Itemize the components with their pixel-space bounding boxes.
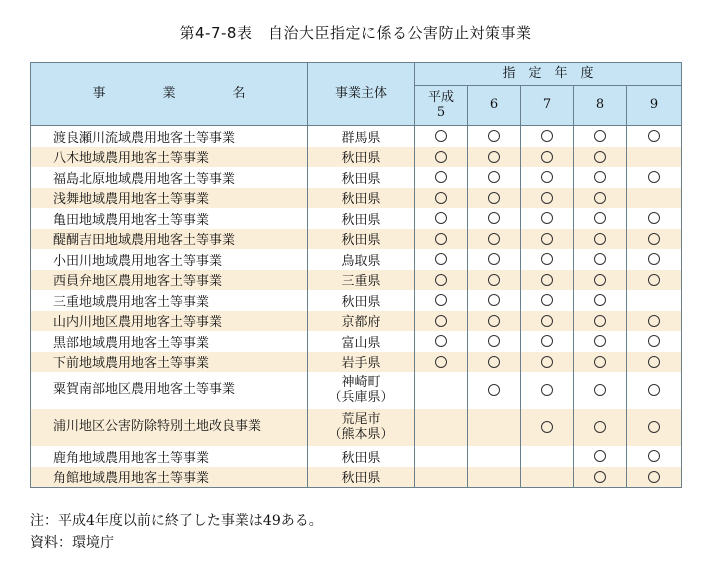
year-cell (521, 311, 574, 332)
designated-circle-icon (594, 384, 606, 396)
entity-cell: 群馬県 (308, 126, 415, 147)
designated-circle-icon (648, 253, 660, 265)
entity-cell: 三重県 (308, 270, 415, 291)
table-row (31, 331, 682, 352)
designated-circle-icon (435, 335, 447, 347)
project-name-cell: 浅舞地域農用地客土等事業 (31, 188, 308, 209)
table-row (31, 446, 682, 467)
header-year: 平成 5 (415, 86, 468, 126)
project-name-cell: 小田川地域農用地客土等事業 (31, 249, 308, 270)
table-title: 第4-7-8表 自治大臣指定に係る公害防止対策事業 (179, 24, 532, 42)
designated-circle-icon (541, 274, 553, 286)
entity-cell: 秋田県 (308, 167, 415, 188)
header-entity: 事業主体 (308, 63, 415, 126)
year-cell (468, 249, 521, 270)
year-cell (521, 331, 574, 352)
year-cell (415, 290, 468, 311)
designated-circle-icon (594, 315, 606, 327)
year-cell (415, 188, 468, 209)
year-cell (521, 270, 574, 291)
header-year: 8 (574, 86, 627, 126)
table-row (31, 290, 682, 311)
year-cell (415, 446, 468, 467)
designated-circle-icon (648, 471, 660, 483)
entity-cell: 秋田県 (308, 147, 415, 168)
year-cell (521, 229, 574, 250)
year-cell (574, 188, 627, 209)
year-cell (521, 167, 574, 188)
year-cell (574, 167, 627, 188)
year-cell (574, 331, 627, 352)
table-row (31, 147, 682, 168)
designated-circle-icon (435, 233, 447, 245)
designated-circle-icon (488, 253, 500, 265)
designated-circle-icon (648, 315, 660, 327)
designated-circle-icon (488, 233, 500, 245)
table-row (31, 188, 682, 209)
year-cell (627, 147, 682, 168)
entity-cell: 秋田県 (308, 188, 415, 209)
entity-cell: 秋田県 (308, 229, 415, 250)
header-year: 7 (521, 86, 574, 126)
year-cell (574, 126, 627, 147)
table-row (31, 229, 682, 250)
designated-circle-icon (648, 130, 660, 142)
source-text: 資料：環境庁 (30, 535, 114, 551)
designated-circle-icon (594, 450, 606, 462)
note-text: 注：平成4年度以前に終了した事業は49ある。 (30, 513, 323, 529)
designated-circle-icon (541, 130, 553, 142)
project-name-cell: 福島北原地域農用地客土等事業 (31, 167, 308, 188)
designated-circle-icon (488, 335, 500, 347)
year-cell (415, 372, 468, 409)
project-name-cell: 浦川地区公害防除特別土地改良事業 (31, 409, 308, 446)
project-name-cell: 山内川地区農用地客土等事業 (31, 311, 308, 332)
designated-circle-icon (541, 421, 553, 433)
designated-circle-icon (594, 151, 606, 163)
year-cell (574, 290, 627, 311)
designated-circle-icon (435, 315, 447, 327)
table-row (31, 467, 682, 488)
designated-circle-icon (541, 253, 553, 265)
year-cell (468, 331, 521, 352)
year-cell (468, 409, 521, 446)
designated-circle-icon (541, 233, 553, 245)
header-designation-year: 指 定 年 度 (415, 63, 682, 86)
entity-cell: 岩手県 (308, 352, 415, 373)
year-cell (415, 467, 468, 488)
year-cell (627, 446, 682, 467)
year-cell (574, 229, 627, 250)
table-row (31, 126, 682, 147)
designated-circle-icon (435, 294, 447, 306)
designated-circle-icon (594, 253, 606, 265)
project-name-cell: 鹿角地域農用地客土等事業 (31, 446, 308, 467)
designated-circle-icon (541, 384, 553, 396)
entity-cell: 京都府 (308, 311, 415, 332)
year-cell (521, 446, 574, 467)
designated-circle-icon (488, 171, 500, 183)
table-row (31, 311, 682, 332)
notes (30, 510, 323, 554)
project-name-cell: 醍醐吉田地域農用地客土等事業 (31, 229, 308, 250)
project-name-cell: 八木地域農用地客土等事業 (31, 147, 308, 168)
designated-circle-icon (435, 192, 447, 204)
table-row (31, 372, 682, 409)
designated-circle-icon (648, 450, 660, 462)
year-cell (468, 229, 521, 250)
designated-circle-icon (648, 384, 660, 396)
year-cell (415, 409, 468, 446)
project-name-cell: 渡良瀬川流域農用地客土等事業 (31, 126, 308, 147)
entity-cell: 秋田県 (308, 290, 415, 311)
entity-cell: 富山県 (308, 331, 415, 352)
year-cell (574, 249, 627, 270)
header-project-name: 事 業 名 (31, 63, 308, 126)
year-cell (415, 352, 468, 373)
designated-circle-icon (435, 130, 447, 142)
table-row (31, 270, 682, 291)
project-name-cell: 黒部地域農用地客土等事業 (31, 331, 308, 352)
year-cell (574, 311, 627, 332)
designated-circle-icon (648, 212, 660, 224)
year-cell (521, 147, 574, 168)
designated-circle-icon (594, 233, 606, 245)
designated-circle-icon (594, 335, 606, 347)
designated-circle-icon (488, 212, 500, 224)
designated-circle-icon (648, 171, 660, 183)
year-cell (574, 270, 627, 291)
year-cell (627, 229, 682, 250)
designated-circle-icon (648, 274, 660, 286)
year-cell (627, 208, 682, 229)
year-cell (574, 467, 627, 488)
designated-circle-icon (541, 356, 553, 368)
year-cell (574, 208, 627, 229)
year-cell (627, 126, 682, 147)
year-cell (574, 409, 627, 446)
designated-circle-icon (488, 130, 500, 142)
year-cell (627, 249, 682, 270)
designated-circle-icon (541, 294, 553, 306)
year-cell (468, 167, 521, 188)
designated-circle-icon (594, 130, 606, 142)
year-cell (574, 147, 627, 168)
designated-circle-icon (594, 192, 606, 204)
entity-cell: 秋田県 (308, 446, 415, 467)
year-cell (627, 372, 682, 409)
year-cell (468, 147, 521, 168)
year-cell (468, 372, 521, 409)
year-cell (468, 290, 521, 311)
year-cell (574, 372, 627, 409)
year-cell (627, 467, 682, 488)
year-cell (627, 409, 682, 446)
entity-cell: 秋田県 (308, 467, 415, 488)
year-cell (521, 409, 574, 446)
year-cell (521, 188, 574, 209)
year-cell (415, 249, 468, 270)
year-cell (521, 467, 574, 488)
designated-circle-icon (594, 212, 606, 224)
table-row (31, 208, 682, 229)
year-cell (468, 446, 521, 467)
year-cell (468, 352, 521, 373)
year-cell (415, 167, 468, 188)
year-cell (415, 270, 468, 291)
designated-circle-icon (541, 212, 553, 224)
year-cell (468, 270, 521, 291)
designated-circle-icon (648, 335, 660, 347)
project-name-cell: 亀田地域農用地客土等事業 (31, 208, 308, 229)
project-name-cell: 粟賀南部地区農用地客土等事業 (31, 372, 308, 409)
designated-circle-icon (594, 421, 606, 433)
year-cell (415, 147, 468, 168)
table-row (31, 409, 682, 446)
year-cell (627, 352, 682, 373)
designated-circle-icon (435, 356, 447, 368)
designated-circle-icon (488, 384, 500, 396)
designated-circle-icon (541, 171, 553, 183)
header-year: 6 (468, 86, 521, 126)
project-table (30, 62, 682, 488)
designated-circle-icon (648, 421, 660, 433)
designated-circle-icon (435, 253, 447, 265)
year-cell (415, 126, 468, 147)
designated-circle-icon (435, 171, 447, 183)
year-cell (468, 126, 521, 147)
year-cell (415, 208, 468, 229)
designated-circle-icon (541, 315, 553, 327)
table-row (31, 167, 682, 188)
designated-circle-icon (488, 315, 500, 327)
year-cell (521, 372, 574, 409)
entity-cell: 鳥取県 (308, 249, 415, 270)
designated-circle-icon (488, 294, 500, 306)
designated-circle-icon (594, 171, 606, 183)
year-cell (521, 126, 574, 147)
year-cell (627, 167, 682, 188)
designated-circle-icon (541, 192, 553, 204)
designated-circle-icon (488, 274, 500, 286)
table-row (31, 352, 682, 373)
year-cell (627, 331, 682, 352)
designated-circle-icon (435, 212, 447, 224)
year-cell (521, 208, 574, 229)
designated-circle-icon (435, 151, 447, 163)
year-cell (521, 290, 574, 311)
year-cell (521, 352, 574, 373)
project-name-cell: 西員弁地区農用地客土等事業 (31, 270, 308, 291)
year-cell (627, 270, 682, 291)
designated-circle-icon (541, 335, 553, 347)
designated-circle-icon (541, 151, 553, 163)
year-cell (627, 188, 682, 209)
designated-circle-icon (594, 294, 606, 306)
designated-circle-icon (488, 192, 500, 204)
designated-circle-icon (488, 356, 500, 368)
designated-circle-icon (594, 356, 606, 368)
designated-circle-icon (594, 274, 606, 286)
year-cell (521, 249, 574, 270)
designated-circle-icon (594, 471, 606, 483)
entity-cell: 神崎町 （兵庫県） (308, 372, 415, 409)
year-cell (415, 331, 468, 352)
project-name-cell: 角館地域農用地客土等事業 (31, 467, 308, 488)
year-cell (627, 311, 682, 332)
designated-circle-icon (435, 274, 447, 286)
year-cell (415, 311, 468, 332)
designated-circle-icon (488, 151, 500, 163)
year-cell (468, 208, 521, 229)
entity-cell: 秋田県 (308, 208, 415, 229)
table-row (31, 249, 682, 270)
year-cell (574, 352, 627, 373)
year-cell (415, 229, 468, 250)
year-cell (468, 467, 521, 488)
entity-cell: 荒尾市 （熊本県） (308, 409, 415, 446)
designated-circle-icon (648, 233, 660, 245)
designated-circle-icon (648, 356, 660, 368)
year-cell (627, 290, 682, 311)
project-name-cell: 下前地域農用地客土等事業 (31, 352, 308, 373)
year-cell (574, 446, 627, 467)
project-name-cell: 三重地域農用地客土等事業 (31, 290, 308, 311)
year-cell (468, 188, 521, 209)
header-year: 9 (627, 86, 682, 126)
year-cell (468, 311, 521, 332)
